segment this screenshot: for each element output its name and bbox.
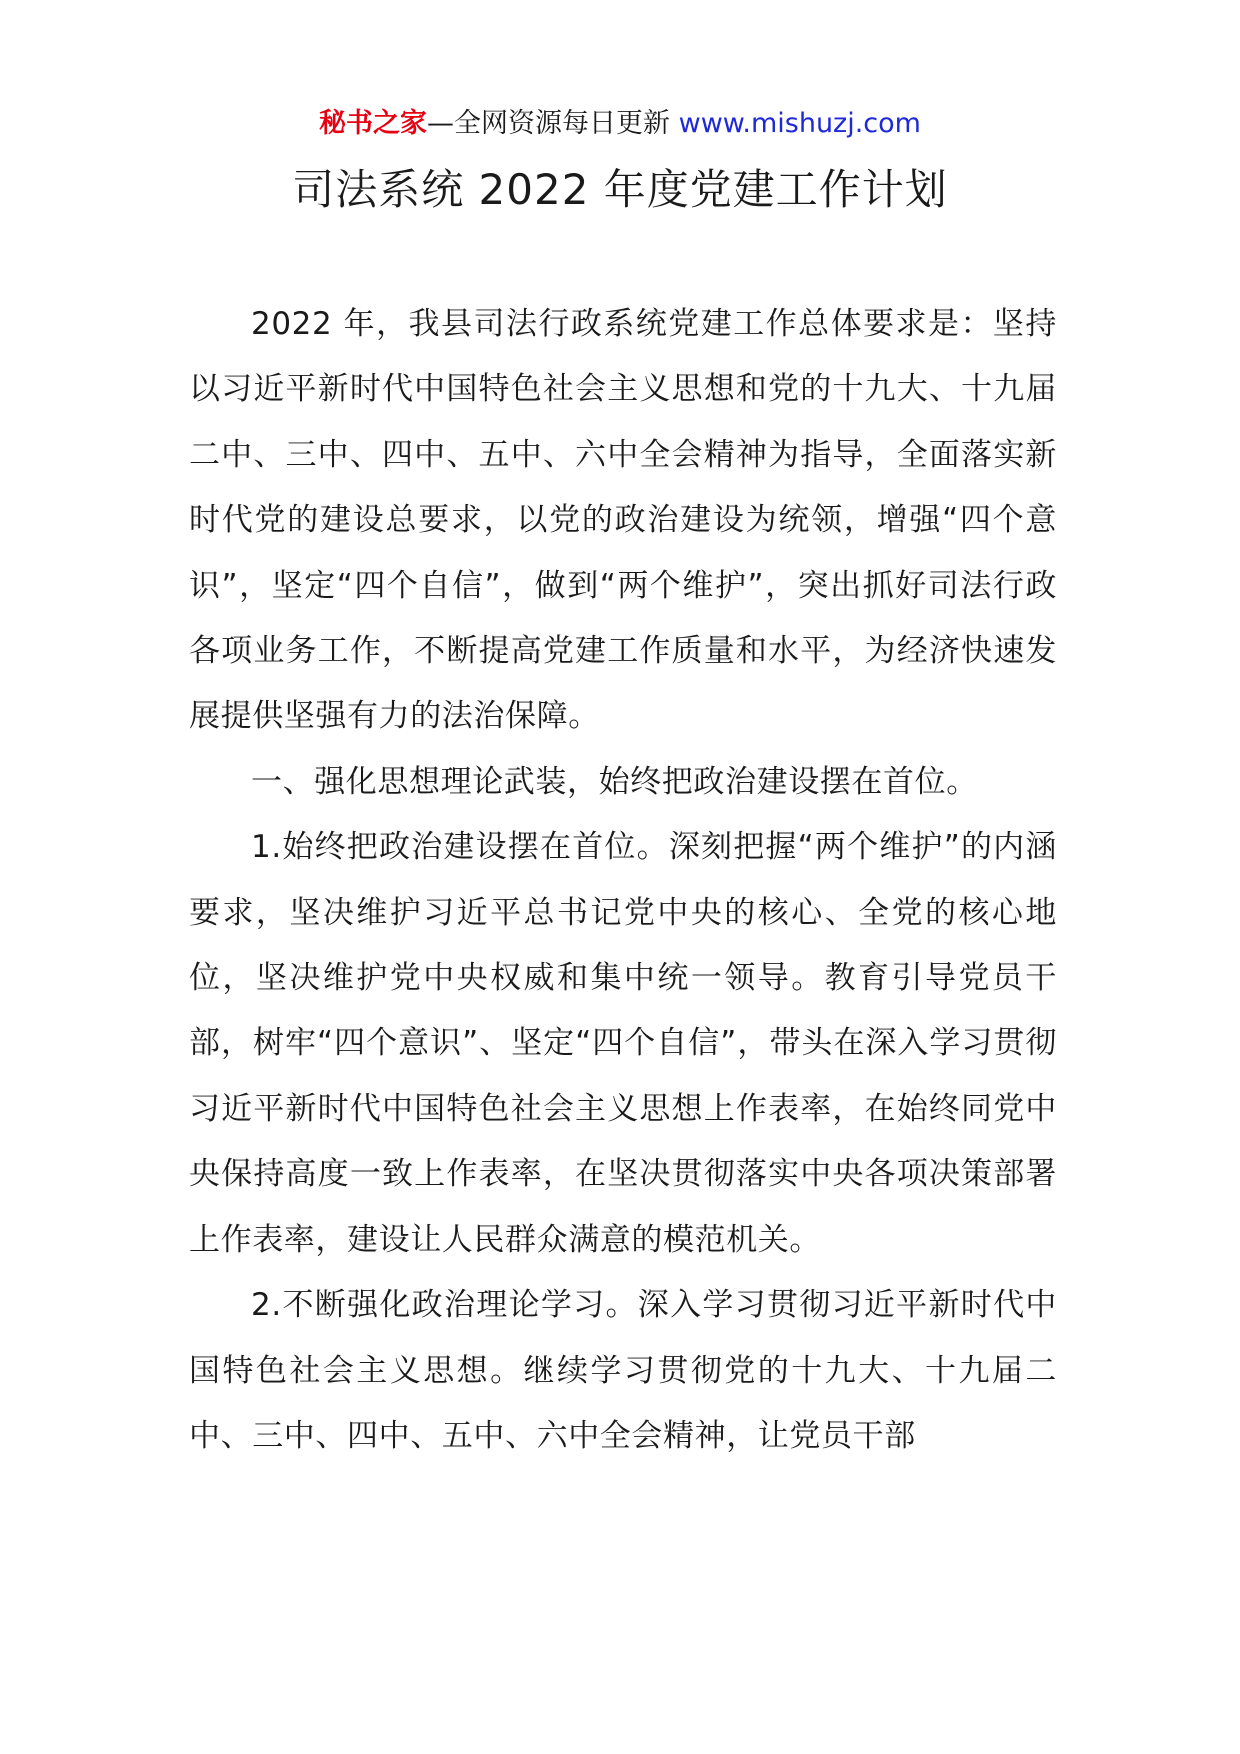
section-heading-1: 一、强化思想理论武装，始终把政治建设摆在首位。 [251,763,978,800]
paragraph-item-2: 2.不断强化政治理论学习。深入学习贯彻习近平新时代中国特色社会主义思想。继续学习贯彻党的十九大、十九届二中、三中、四中、五中、六中全会精神，让党员干部 [189,1287,1057,1454]
header-slogan: —全网资源每日更新 [427,108,679,139]
paragraph-item-1: 1.始终把政治建设摆在首位。深刻把握“两个维护”的内涵要求，坚决维护习近平总书记党中央的核心、全党的核心地位，坚决维护党中央权威和集中统一领导。教育引导党员干部，树牢“四个意识”、坚定“四个自信”，带头在深入学习贯彻习近平新时代中国特色社会主义思想上作表率，在始终同党中央保持高度一致上作表率，在坚决贯彻落实中央各项决策部署上作表率，建设让人民群众满意的模范机关。 [189,829,1057,1258]
document-title: 司法系统 2022 年度党建工作计划 [292,165,948,214]
site-url-link[interactable]: www.mishuzj.com [678,108,921,139]
watermark-header [0,104,1240,144]
document-body [189,292,1057,1469]
brand-name: 秘书之家 [319,108,428,139]
paragraph-overview: 2022 年，我县司法行政系统党建工作总体要求是：坚持以习近平新时代中国特色社会主义思想和党的十九大、十九届二中、三中、四中、五中、六中全会精神为指导，全面落实新时代党的建设总要求，以党的政治建设为统领，增强“四个意识”，坚定“四个自信”，做到“两个维护”，突出抓好司法行政各项业务工作，不断提高党建工作质量和水平，为经济快速发展提供坚强有力的法治保障。 [189,306,1057,735]
